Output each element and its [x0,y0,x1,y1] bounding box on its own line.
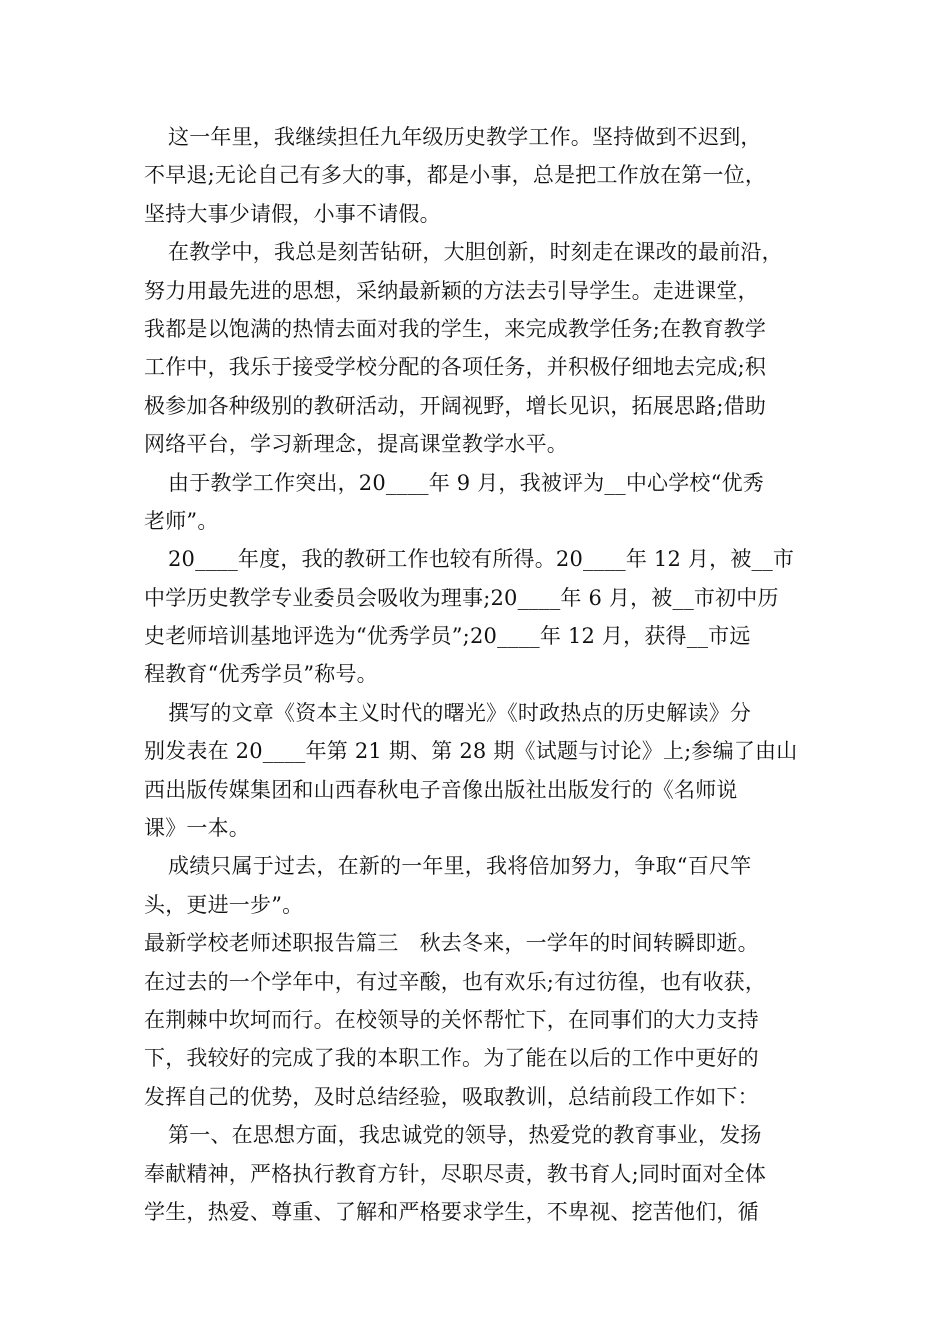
text-line-content: 成绩只属于过去，在新的一年里，我将倍加努力，争取“百尺竿 [168,854,752,879]
text-line-content: 我都是以饱满的热情去面对我的学生，来完成教学任务;在教育教学 [144,316,767,341]
text-line [144,348,814,386]
text-line [144,1193,814,1231]
text-line [144,847,814,885]
text-line [144,732,814,770]
text-line [144,195,814,233]
text-line [144,1078,814,1116]
text-line [144,425,814,463]
text-line-content: 史老师培训基地评选为“优秀学员”;20____年 12 月，获得__市远 [144,624,751,649]
text-line-content: 西出版传媒集团和山西春秋电子音像出版社出版发行的《名师说 [144,777,738,802]
text-line [144,1001,814,1039]
text-line [144,771,814,809]
text-line-content: 老师”。 [144,508,219,533]
text-line-content: 最新学校老师述职报告篇三 秋去冬来，一学年的时间转瞬即逝。 [144,931,759,956]
text-line-content: 奉献精神，严格执行教育方针，尽职尽责，教书育人;同时面对全体 [144,1161,767,1186]
text-line-content: 下，我较好的完成了我的本职工作。为了能在以后的工作中更好的 [144,1046,759,1071]
text-line-content: 学生，热爱、尊重、了解和严格要求学生，不卑视、挖苦他们，循 [144,1199,759,1224]
text-line [144,1039,814,1077]
text-line [144,540,814,578]
text-line [144,464,814,502]
text-line-content: 极参加各种级别的教研活动，开阔视野，增长见识，拓展思路;借助 [144,393,767,418]
text-line [144,1155,814,1193]
text-line-content: 网络平台，学习新理念，提高课堂教学水平。 [144,432,568,457]
text-line-content: 坚持大事少请假，小事不请假。 [144,201,441,226]
text-line-content: 课》一本。 [144,816,250,841]
text-line [144,387,814,425]
text-line-content: 别发表在 20____年第 21 期、第 28 期《试题与讨论》上;参编了由山 [144,739,798,764]
text-line [144,694,814,732]
text-line [144,655,814,693]
document-body [144,118,814,1231]
text-line [144,310,814,348]
text-line [144,118,814,156]
text-line [144,233,814,271]
text-line [144,1116,814,1154]
text-line-content: 程教育“优秀学员”称号。 [144,662,378,687]
text-line-content: 在荆棘中坎坷而行。在校领导的关怀帮忙下，在同事们的大力支持 [144,1007,759,1032]
text-line [144,502,814,540]
text-line [144,272,814,310]
text-line [144,886,814,924]
text-line [144,617,814,655]
text-line-content: 由于教学工作突出，20____年 9 月，我被评为__中心学校“优秀 [168,470,764,495]
text-line-content: 这一年里，我继续担任九年级历史教学工作。坚持做到不迟到， [168,125,762,149]
text-line-content: 努力用最先进的思想，采纳最新颖的方法去引导学生。走进课堂， [144,278,759,303]
text-line [144,924,814,962]
text-line [144,579,814,617]
text-line [144,809,814,847]
text-line-content: 在过去的一个学年中，有过辛酸，也有欢乐;有过彷徨，也有收获， [144,969,767,994]
text-line-content: 撰写的文章《资本主义时代的曙光》《时政热点的历史解读》分 [168,700,752,725]
text-line-content: 第一、在思想方面，我忠诚党的领导，热爱党的教育事业，发扬 [168,1123,762,1148]
text-line-content: 不早退;无论自己有多大的事，都是小事，总是把工作放在第一位， [144,163,767,188]
text-line [144,156,814,194]
text-line-content: 在教学中，我总是刻苦钻研，大胆创新，时刻走在课改的最前沿， [168,240,783,265]
text-line-content: 发挥自己的优势，及时总结经验，吸取教训，总结前段工作如下： [144,1084,759,1109]
text-line [144,963,814,1001]
text-line-content: 20____年度，我的教研工作也较有所得。20____年 12 月，被__市 [168,547,795,572]
text-line-content: 工作中，我乐于接受学校分配的各项任务，并积极仔细地去完成;积 [144,355,767,380]
text-line-content: 头，更进一步”。 [144,892,304,917]
text-line-content: 中学历史教学专业委员会吸收为理事;20____年 6 月，被__市初中历 [144,585,779,610]
